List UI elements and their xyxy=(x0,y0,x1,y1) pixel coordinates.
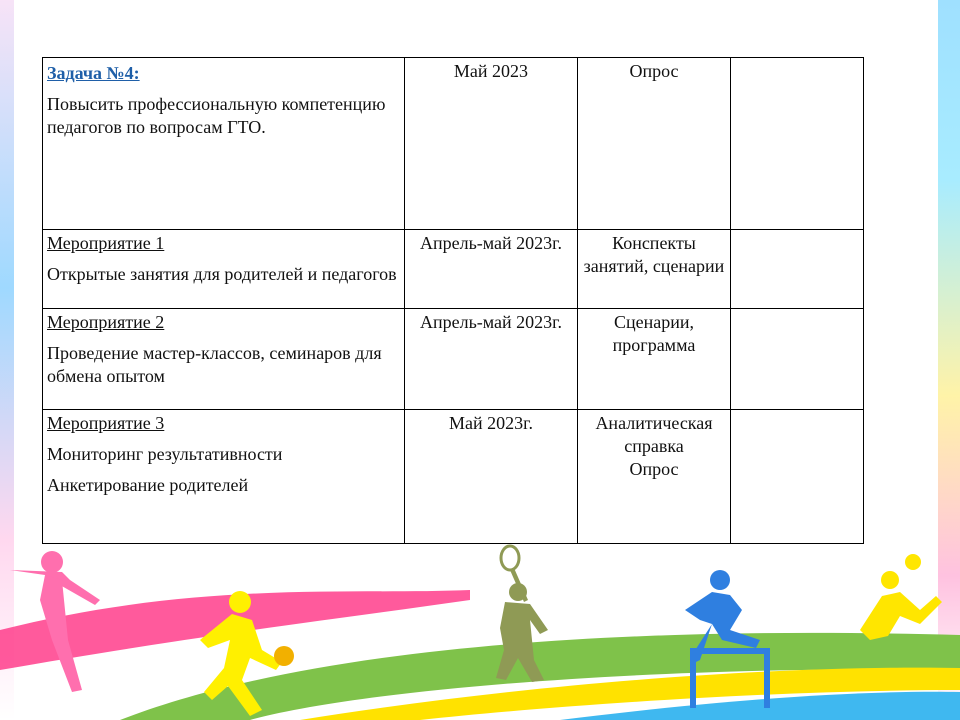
event-title: Мероприятие 2 xyxy=(47,312,165,332)
date-cell: Май 2023г. xyxy=(405,410,578,544)
event-title: Мероприятие 1 xyxy=(47,233,165,253)
form-cell: Опрос xyxy=(578,58,731,230)
form-line: Аналитическая справка xyxy=(595,413,713,456)
event-description: Анкетирование родителей xyxy=(47,475,249,495)
form-cell: Сценарии, программа xyxy=(578,309,731,410)
form-line: Опрос xyxy=(629,459,679,479)
task-description: Повысить профессиональную компетенцию педагогов по вопросам ГТО. xyxy=(47,94,386,137)
date-cell: Апрель-май 2023г. xyxy=(405,309,578,410)
event-title: Мероприятие 3 xyxy=(47,413,165,433)
form-cell: Конспекты занятий, сценарии xyxy=(578,230,731,309)
task-title: Задача №4: xyxy=(47,63,140,83)
table-row xyxy=(43,230,864,309)
empty-cell xyxy=(731,309,864,410)
date-cell: Май 2023 xyxy=(405,58,578,230)
empty-cell xyxy=(731,410,864,544)
plan-table xyxy=(42,57,864,544)
event-description: Проведение мастер-классов, семинаров для обмена опытом xyxy=(47,343,382,386)
table-row xyxy=(43,58,864,230)
event-cell xyxy=(43,309,405,410)
event-description: Мониторинг результативности xyxy=(47,444,283,464)
table-row xyxy=(43,410,864,544)
event-cell xyxy=(43,230,405,309)
football-kicker-silhouette xyxy=(860,554,942,640)
empty-cell xyxy=(731,230,864,309)
task-cell xyxy=(43,58,405,230)
empty-cell xyxy=(731,58,864,230)
table-row xyxy=(43,309,864,410)
event-cell xyxy=(43,410,405,544)
event-description: Открытые занятия для родителей и педагогов xyxy=(47,264,397,284)
form-cell xyxy=(578,410,731,544)
sports-decoration xyxy=(0,540,960,720)
date-cell: Апрель-май 2023г. xyxy=(405,230,578,309)
